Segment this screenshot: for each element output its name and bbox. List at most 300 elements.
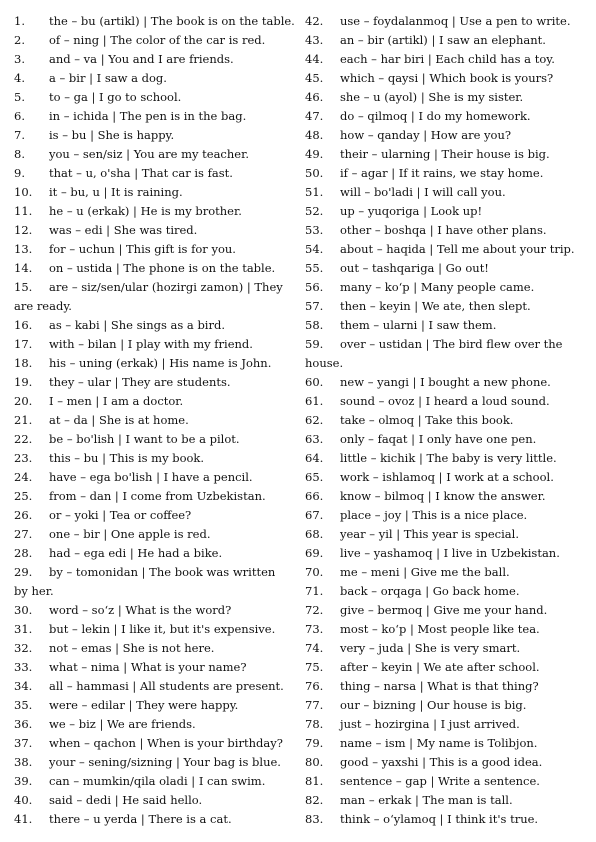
vocabulary-entry: [305, 791, 587, 810]
entry-line: [305, 221, 587, 240]
vocabulary-entry: [305, 126, 587, 145]
vocabulary-entry: [305, 601, 587, 620]
entry-number: 50.: [305, 166, 324, 180]
vocabulary-entry: [14, 677, 294, 696]
entry-text: many – ko‘p | Many people came.: [340, 280, 535, 294]
entry-text: how – qanday | How are you?: [340, 128, 512, 142]
vocabulary-entry: [305, 753, 587, 772]
vocabulary-entry: [305, 31, 587, 50]
vocabulary-entry: [305, 88, 587, 107]
vocabulary-entry: [305, 259, 587, 278]
vocabulary-entry: [14, 126, 294, 145]
vocabulary-entry: [305, 392, 587, 411]
entry-number: 2.: [14, 33, 25, 47]
entry-line: [14, 126, 294, 145]
entry-text: take – olmoq | Take this book.: [340, 413, 514, 427]
entry-text: work – ishlamoq | I work at a school.: [340, 470, 554, 484]
vocabulary-entry: [305, 544, 587, 563]
vocabulary-entry: [305, 487, 587, 506]
entry-number: 12.: [14, 223, 33, 237]
vocabulary-entry: [305, 620, 587, 639]
vocabulary-entry: [305, 639, 587, 658]
entry-text: if – agar | If it rains, we stay home.: [340, 166, 544, 180]
entry-number: 81.: [305, 774, 324, 788]
entry-text: place – joy | This is a nice place.: [340, 508, 528, 522]
entry-text: give – bermoq | Give me your hand.: [340, 603, 548, 617]
entry-text: good – yaxshi | This is a good idea.: [340, 755, 543, 769]
entry-text: up – yuqoriga | Look up!: [340, 204, 483, 218]
entry-number: 21.: [14, 413, 33, 427]
vocabulary-entry: [14, 240, 294, 259]
vocabulary-entry: [305, 50, 587, 69]
entry-text: me – meni | Give me the ball.: [340, 565, 510, 579]
entry-text: to – ga | I go to school.: [49, 90, 182, 104]
entry-line: [305, 107, 587, 126]
entry-number: 29.: [14, 565, 33, 579]
entry-line: [14, 373, 294, 392]
entry-line: [305, 468, 587, 487]
entry-text: sentence – gap | Write a sentence.: [340, 774, 540, 788]
entry-line: [305, 335, 587, 354]
vocabulary-entry: [14, 392, 294, 411]
vocabulary-entry: [14, 753, 294, 772]
entry-number: 6.: [14, 109, 25, 123]
entry-number: 10.: [14, 185, 33, 199]
entry-text: most – ko‘p | Most people like tea.: [340, 622, 540, 636]
entry-line: [305, 31, 587, 50]
vocabulary-entry: [14, 164, 294, 183]
vocabulary-entry: [14, 715, 294, 734]
vocabulary-entry: [14, 544, 294, 563]
entry-line: [305, 734, 587, 753]
entry-line: [305, 563, 587, 582]
entry-line: [14, 487, 294, 506]
entry-number: 46.: [305, 90, 324, 104]
entry-line: [14, 506, 294, 525]
entry-number: 26.: [14, 508, 33, 522]
entry-text: they – ular | They are students.: [49, 375, 231, 389]
entry-line: [305, 12, 587, 31]
entry-line: [14, 791, 294, 810]
entry-text: over – ustidan | The bird flew over the: [340, 337, 563, 351]
entry-text: were – edilar | They were happy.: [49, 698, 239, 712]
entry-number: 17.: [14, 337, 33, 351]
vocabulary-column-right: [305, 12, 587, 829]
entry-text: there – u yerda | There is a cat.: [49, 812, 232, 826]
vocabulary-entry: [305, 164, 587, 183]
vocabulary-entry: [305, 772, 587, 791]
entry-text: an – bir (artikl) | I saw an elephant.: [340, 33, 546, 47]
entry-line: [305, 183, 587, 202]
entry-number: 5.: [14, 90, 25, 104]
entry-number: 66.: [305, 489, 324, 503]
entry-text: was – edi | She was tired.: [49, 223, 198, 237]
vocabulary-entry: [14, 639, 294, 658]
entry-number: 7.: [14, 128, 25, 142]
entry-line: [14, 221, 294, 240]
entry-line: [305, 202, 587, 221]
vocabulary-entry: [14, 791, 294, 810]
vocabulary-entry: [14, 411, 294, 430]
entry-line: [14, 658, 294, 677]
entry-line: [305, 772, 587, 791]
entry-line: [305, 677, 587, 696]
entry-line: [14, 392, 294, 411]
vocabulary-entry: [14, 449, 294, 468]
entry-text-continuation: house.: [305, 356, 344, 370]
entry-line: [14, 449, 294, 468]
entry-text: out – tashqariga | Go out!: [340, 261, 489, 275]
entry-number: 16.: [14, 318, 33, 332]
entry-number: 68.: [305, 527, 324, 541]
vocabulary-entry: [14, 658, 294, 677]
entry-number: 47.: [305, 109, 324, 123]
entry-line: [14, 50, 294, 69]
entry-text: one – bir | One apple is red.: [49, 527, 211, 541]
entry-text: on – ustida | The phone is on the table.: [49, 261, 276, 275]
entry-text: then – keyin | We ate, then slept.: [340, 299, 531, 313]
entry-text: which – qaysi | Which book is yours?: [340, 71, 554, 85]
entry-text: thing – narsa | What is that thing?: [340, 679, 539, 693]
entry-line: [305, 145, 587, 164]
vocabulary-entry: [14, 506, 294, 525]
entry-number: 31.: [14, 622, 33, 636]
entry-line: [305, 297, 587, 316]
entry-number: 62.: [305, 413, 324, 427]
entry-text: sound – ovoz | I heard a loud sound.: [340, 394, 550, 408]
entry-line: [14, 677, 294, 696]
vocabulary-entry: [14, 69, 294, 88]
entry-text: when – qachon | When is your birthday?: [49, 736, 283, 750]
entry-number: 75.: [305, 660, 324, 674]
vocabulary-entry: [14, 487, 294, 506]
entry-line: [305, 88, 587, 107]
entry-number: 49.: [305, 147, 324, 161]
entry-number: 19.: [14, 375, 33, 389]
vocabulary-entry: [14, 354, 294, 373]
vocabulary-entry: [305, 810, 587, 829]
entry-number: 9.: [14, 166, 25, 180]
entry-number: 65.: [305, 470, 324, 484]
entry-text: that – u, o'sha | That car is fast.: [49, 166, 233, 180]
vocabulary-entry: [305, 316, 587, 335]
entry-line: [14, 620, 294, 639]
vocabulary-entry: [305, 525, 587, 544]
vocabulary-entry: [305, 221, 587, 240]
entry-line: [305, 240, 587, 259]
vocabulary-entry: [305, 658, 587, 677]
vocabulary-entry: [305, 677, 587, 696]
vocabulary-entry: [14, 563, 294, 601]
entry-number: 36.: [14, 717, 33, 731]
entry-text: for – uchun | This gift is for you.: [49, 242, 236, 256]
entry-number: 55.: [305, 261, 324, 275]
entry-line: [14, 753, 294, 772]
vocabulary-entry: [305, 278, 587, 297]
entry-text: them – ularni | I saw them.: [340, 318, 497, 332]
entry-text: what – nima | What is your name?: [49, 660, 247, 674]
entry-text: the – bu (artikl) | The book is on the table.: [49, 14, 295, 28]
entry-text: but – lekin | I like it, but it's expensive.: [49, 622, 276, 636]
entry-number: 59.: [305, 337, 324, 351]
entry-text: are – siz/sen/ular (hozirgi zamon) | They: [49, 280, 283, 294]
entry-number: 1.: [14, 14, 25, 28]
entry-line: [14, 240, 294, 259]
vocabulary-entry: [14, 620, 294, 639]
entry-text: with – bilan | I play with my friend.: [49, 337, 253, 351]
entry-text: live – yashamoq | I live in Uzbekistan.: [340, 546, 560, 560]
vocabulary-entry: [14, 278, 294, 316]
vocabulary-entry: [14, 734, 294, 753]
vocabulary-entry: [305, 240, 587, 259]
entry-line: [14, 639, 294, 658]
entry-text: word – so‘z | What is the word?: [49, 603, 232, 617]
entry-text: other – boshqa | I have other plans.: [340, 223, 547, 237]
entry-number: 37.: [14, 736, 33, 750]
entry-line: [14, 88, 294, 107]
entry-number: 60.: [305, 375, 324, 389]
entry-text: man – erkak | The man is tall.: [340, 793, 513, 807]
entry-text: know – bilmoq | I know the answer.: [340, 489, 546, 503]
entry-line: [305, 487, 587, 506]
vocabulary-entry: [305, 145, 587, 164]
entry-line: [305, 715, 587, 734]
entry-text: is – bu | She is happy.: [49, 128, 175, 142]
entry-line: [305, 658, 587, 677]
entry-line: [305, 259, 587, 278]
entry-line: [305, 316, 587, 335]
entry-text: have – ega bo'lish | I have a pencil.: [49, 470, 253, 484]
entry-line: [305, 696, 587, 715]
entry-line: [14, 601, 294, 620]
entry-line: [305, 449, 587, 468]
entry-number: 18.: [14, 356, 33, 370]
entry-line: [14, 12, 294, 31]
vocabulary-entry: [305, 715, 587, 734]
entry-text: our – bizning | Our house is big.: [340, 698, 527, 712]
entry-line: [305, 126, 587, 145]
entry-line: [14, 715, 294, 734]
entry-number: 53.: [305, 223, 324, 237]
vocabulary-entry: [305, 373, 587, 392]
entry-line: [14, 772, 294, 791]
entry-number: 4.: [14, 71, 25, 85]
entry-line: [305, 506, 587, 525]
entry-text: and – va | You and I are friends.: [49, 52, 234, 66]
entry-number: 39.: [14, 774, 33, 788]
entry-number: 24.: [14, 470, 33, 484]
entry-line: [14, 525, 294, 544]
entry-line: [305, 582, 587, 601]
vocabulary-entry: [305, 582, 587, 601]
entry-text: your – sening/sizning | Your bag is blue.: [49, 755, 281, 769]
entry-text: back – orqaga | Go back home.: [340, 584, 520, 598]
entry-text: all – hammasi | All students are present.: [49, 679, 284, 693]
entry-line: [305, 810, 587, 829]
entry-line: [14, 810, 294, 829]
entry-text: we – biz | We are friends.: [49, 717, 196, 731]
entry-line: [14, 278, 294, 297]
entry-number: 58.: [305, 318, 324, 332]
vocabulary-entry: [305, 107, 587, 126]
entry-line: [305, 620, 587, 639]
entry-line: [305, 164, 587, 183]
entry-text: it – bu, u | It is raining.: [49, 185, 183, 199]
entry-text: or – yoki | Tea or coffee?: [49, 508, 192, 522]
entry-number: 70.: [305, 565, 324, 579]
entry-number: 33.: [14, 660, 33, 674]
entry-number: 11.: [14, 204, 33, 218]
vocabulary-entry: [14, 335, 294, 354]
entry-line: [14, 69, 294, 88]
entry-text: a – bir | I saw a dog.: [49, 71, 167, 85]
entry-number: 51.: [305, 185, 324, 199]
entry-number: 63.: [305, 432, 324, 446]
entry-number: 80.: [305, 755, 324, 769]
entry-number: 20.: [14, 394, 33, 408]
entry-number: 82.: [305, 793, 324, 807]
vocabulary-entry: [305, 297, 587, 316]
entry-line: [14, 183, 294, 202]
entry-text: will – bo'ladi | I will call you.: [340, 185, 506, 199]
vocabulary-entry: [305, 563, 587, 582]
entry-text: after – keyin | We ate after school.: [340, 660, 540, 674]
vocabulary-entry: [14, 31, 294, 50]
entry-line: [305, 50, 587, 69]
entry-text: in – ichida | The pen is in the bag.: [49, 109, 247, 123]
vocabulary-entry: [14, 525, 294, 544]
entry-text: only – faqat | I only have one pen.: [340, 432, 537, 446]
entry-text: not – emas | She is not here.: [49, 641, 215, 655]
vocabulary-entry: [305, 430, 587, 449]
entry-line: [14, 202, 294, 221]
vocabulary-entry: [14, 12, 294, 31]
entry-text: new – yangi | I bought a new phone.: [340, 375, 551, 389]
entry-text: use – foydalanmoq | Use a pen to write.: [340, 14, 571, 28]
entry-line: [14, 316, 294, 335]
entry-number: 64.: [305, 451, 324, 465]
entry-text: you – sen/siz | You are my teacher.: [49, 147, 249, 161]
vocabulary-entry: [14, 696, 294, 715]
entry-number: 44.: [305, 52, 324, 66]
entry-number: 78.: [305, 717, 324, 731]
vocabulary-entry: [14, 221, 294, 240]
entry-number: 57.: [305, 299, 324, 313]
entry-text: his – uning (erkak) | His name is John.: [49, 356, 272, 370]
entry-number: 67.: [305, 508, 324, 522]
entry-number: 61.: [305, 394, 324, 408]
entry-text: little – kichik | The baby is very little.: [340, 451, 557, 465]
vocabulary-column-left: [14, 12, 294, 829]
vocabulary-entry: [305, 335, 587, 373]
entry-line: [305, 525, 587, 544]
entry-text: each – har biri | Each child has a toy.: [340, 52, 555, 66]
entry-line: [14, 259, 294, 278]
entry-number: 77.: [305, 698, 324, 712]
entry-line: [14, 145, 294, 164]
entry-number: 38.: [14, 755, 33, 769]
entry-line: [14, 563, 294, 582]
entry-line: [305, 601, 587, 620]
entry-number: 76.: [305, 679, 324, 693]
entry-number: 74.: [305, 641, 324, 655]
entry-line: [14, 734, 294, 753]
entry-number: 48.: [305, 128, 324, 142]
vocabulary-entry: [14, 601, 294, 620]
entry-number: 73.: [305, 622, 324, 636]
entry-number: 32.: [14, 641, 33, 655]
entry-number: 30.: [14, 603, 33, 617]
entry-line: [305, 411, 587, 430]
entry-text: very – juda | She is very smart.: [340, 641, 521, 655]
entry-number: 3.: [14, 52, 25, 66]
entry-text: this – bu | This is my book.: [49, 451, 205, 465]
entry-text: said – dedi | He said hello.: [49, 793, 203, 807]
entry-number: 27.: [14, 527, 33, 541]
entry-number: 23.: [14, 451, 33, 465]
vocabulary-entry: [305, 183, 587, 202]
vocabulary-entry: [14, 88, 294, 107]
entry-number: 42.: [305, 14, 324, 28]
entry-line: [305, 278, 587, 297]
entry-number: 41.: [14, 812, 33, 826]
entry-number: 25.: [14, 489, 33, 503]
vocabulary-entry: [305, 449, 587, 468]
entry-text: I – men | I am a doctor.: [49, 394, 184, 408]
vocabulary-entry: [14, 468, 294, 487]
vocabulary-entry: [14, 107, 294, 126]
entry-text: can – mumkin/qila oladi | I can swim.: [49, 774, 266, 788]
entry-line: [305, 791, 587, 810]
entry-text-continuation: are ready.: [14, 299, 72, 313]
entry-number: 8.: [14, 147, 25, 161]
vocabulary-entry: [305, 69, 587, 88]
entry-text: of – ning | The color of the car is red.: [49, 33, 266, 47]
vocabulary-entry: [305, 468, 587, 487]
entry-line: [14, 411, 294, 430]
vocabulary-entry: [305, 411, 587, 430]
vocabulary-entry: [14, 183, 294, 202]
entry-number: 35.: [14, 698, 33, 712]
entry-line: [14, 31, 294, 50]
entry-text: he – u (erkak) | He is my brother.: [49, 204, 242, 218]
vocabulary-entry: [305, 12, 587, 31]
vocabulary-entry: [14, 50, 294, 69]
entry-line: [305, 639, 587, 658]
entry-number: 15.: [14, 280, 33, 294]
entry-number: 52.: [305, 204, 324, 218]
entry-line: [14, 696, 294, 715]
entry-line: [14, 335, 294, 354]
vocabulary-entry: [14, 202, 294, 221]
vocabulary-entry: [14, 810, 294, 829]
entry-number: 22.: [14, 432, 33, 446]
entry-number: 71.: [305, 584, 324, 598]
entry-text: think – o‘ylamoq | I think it's true.: [340, 812, 539, 826]
entry-text: as – kabi | She sings as a bird.: [49, 318, 225, 332]
entry-text: at – da | She is at home.: [49, 413, 189, 427]
entry-line: [305, 544, 587, 563]
entry-line: [14, 354, 294, 373]
vocabulary-entry: [305, 202, 587, 221]
entry-number: 72.: [305, 603, 324, 617]
entry-number: 34.: [14, 679, 33, 693]
entry-text: name – ism | My name is Tolibjon.: [340, 736, 538, 750]
entry-number: 28.: [14, 546, 33, 560]
entry-number: 83.: [305, 812, 324, 826]
entry-number: 69.: [305, 546, 324, 560]
entry-line: [305, 69, 587, 88]
